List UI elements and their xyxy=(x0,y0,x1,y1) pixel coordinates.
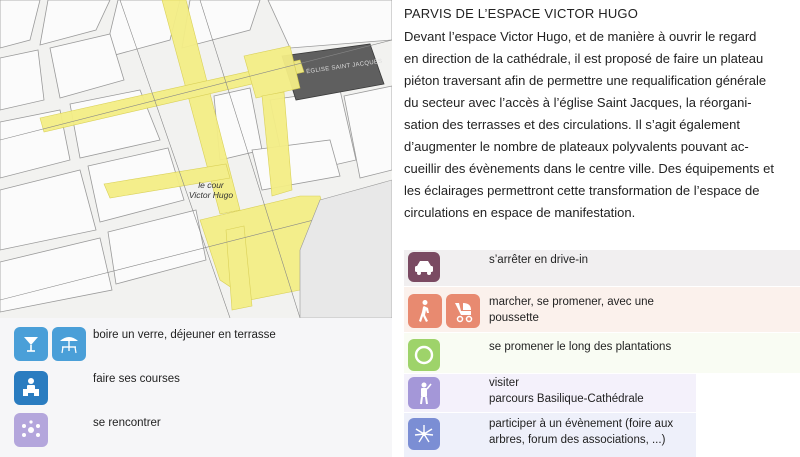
legend-label: visiter parcours Basilique-Cathédrale xyxy=(489,377,644,405)
plant-ring-icon xyxy=(408,339,440,371)
pedestrian-icon xyxy=(408,294,442,328)
site-map xyxy=(0,0,392,318)
map-drawing xyxy=(0,0,392,318)
legend-label: se promener le long des plantations xyxy=(489,341,672,353)
meeting-icon xyxy=(14,413,48,447)
legend-label: participer à un évènement (foire aux arbres, forum des associations, ...) xyxy=(489,418,674,446)
paragraph-line: en direction de la cathédrale, il est proposé de faire un plateau xyxy=(404,51,764,66)
street-label: le cour Victor Hugo xyxy=(188,180,234,200)
shopping-bag-icon xyxy=(14,371,48,405)
paragraph-line: Devant l’espace Victor Hugo, et de manière à ouvrir le regard xyxy=(404,29,757,44)
terrace-table-icon xyxy=(52,327,86,361)
paragraph-line: circulations en espace de manifestation. xyxy=(404,205,636,220)
cocktail-icon xyxy=(14,327,48,361)
fireworks-icon xyxy=(408,418,440,450)
paragraph-line: d’augmenter le nombre de plateaux polyvalents pouvant ac- xyxy=(404,139,749,154)
cathedral-label: ÉGLISE SAINT JACQUES xyxy=(305,58,383,76)
legend-label: faire ses courses xyxy=(93,373,180,385)
paragraph-line: sation des terrasses et des circulations. Il s’agit également xyxy=(404,117,741,132)
visitor-icon xyxy=(408,377,440,409)
legend-label: se rencontrer xyxy=(93,417,161,429)
legend-label: s’arrêter en drive-in xyxy=(489,254,589,266)
article-paragraph xyxy=(404,26,794,224)
paragraph-line: du secteur avec l’accès à l’église Saint Jacques, la réorgani- xyxy=(404,95,752,110)
car-icon xyxy=(408,252,440,282)
article-title: PARVIS DE L’ESPACE VICTOR HUGO xyxy=(404,6,639,21)
paragraph-line: les éclairages permettront cette transformation de l’espace de xyxy=(404,183,760,198)
legend-label: marcher, se promener, avec une poussette xyxy=(489,296,654,324)
legend-label: boire un verre, déjeuner en terrasse xyxy=(93,329,276,341)
article xyxy=(404,6,794,224)
paragraph-line: cueillir des évènements dans le centre ville. Des équipements et xyxy=(404,161,774,176)
stroller-icon xyxy=(446,294,480,328)
paragraph-line: piéton traversant afin de permettre une requalification générale xyxy=(404,73,767,88)
